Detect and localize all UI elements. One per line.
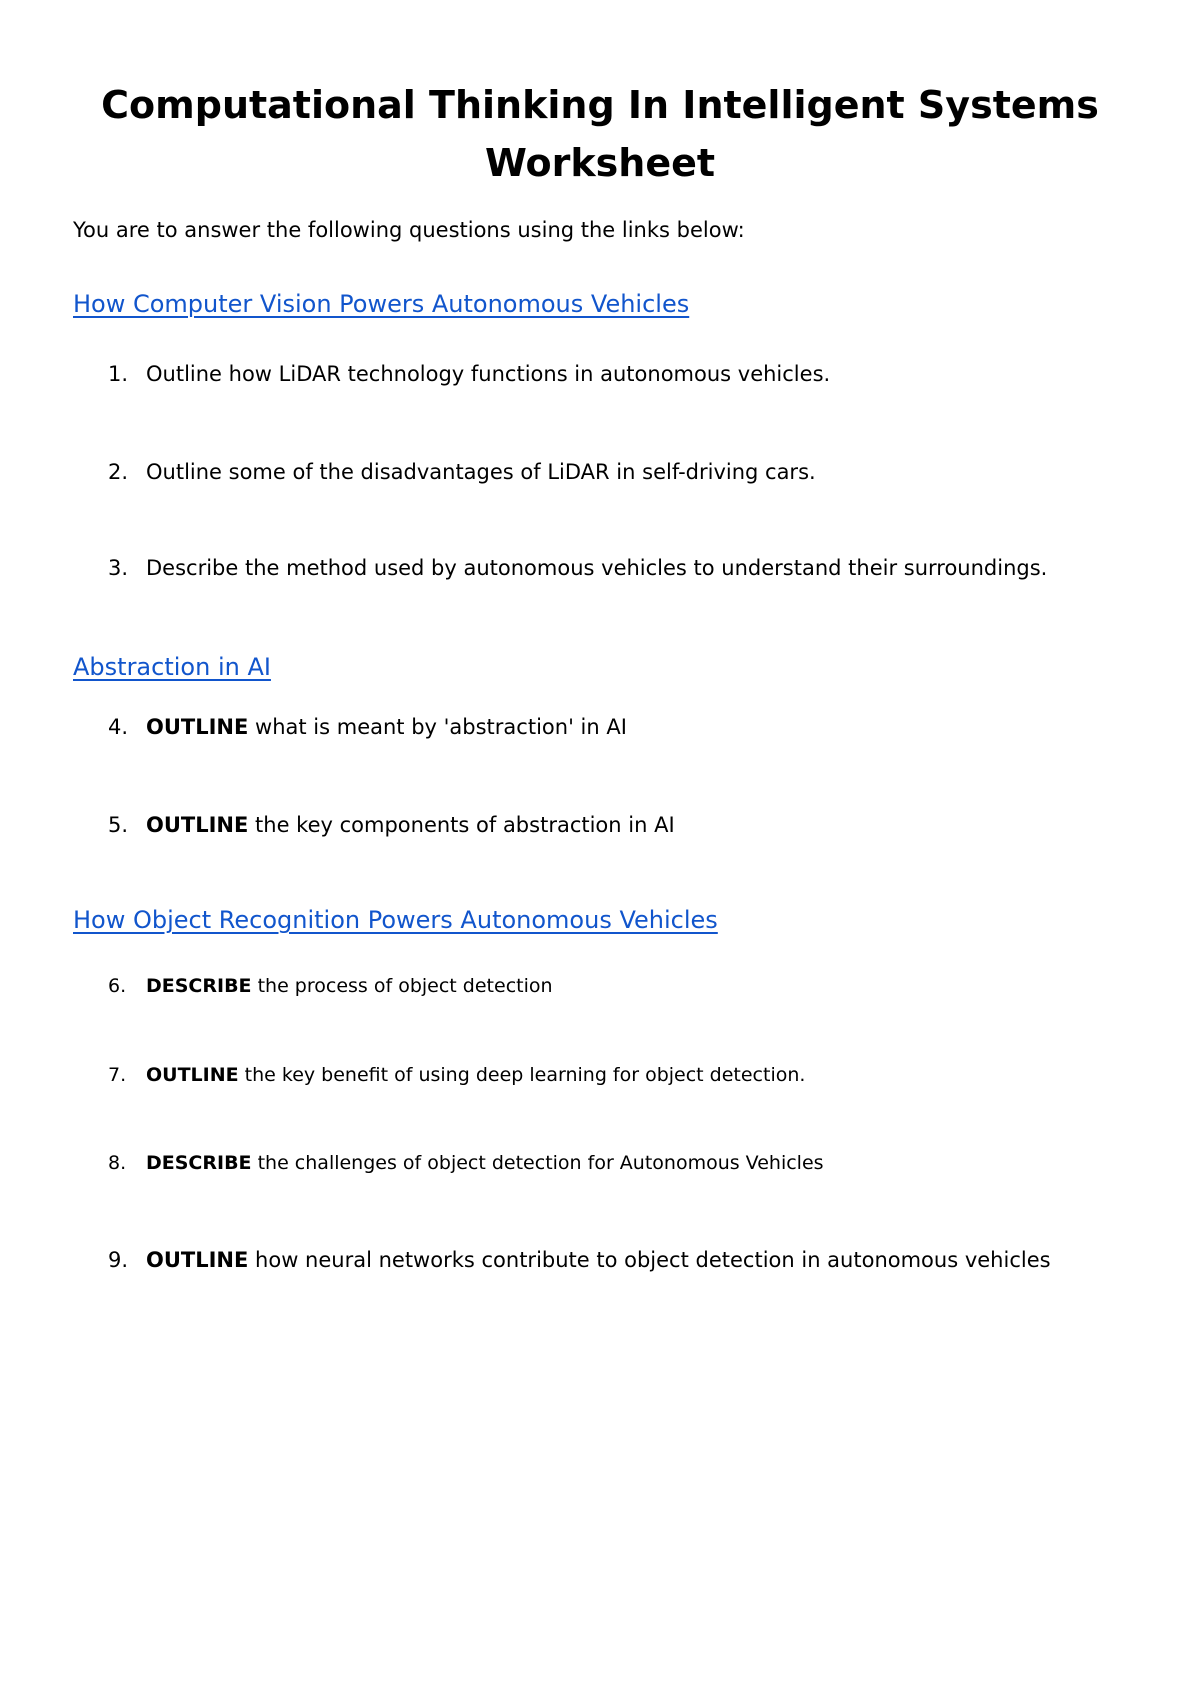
question-number: 4. xyxy=(108,715,129,739)
intro-text: You are to answer the following questions using the links below: xyxy=(73,218,745,242)
question-text: the key components of abstraction in AI xyxy=(248,813,675,837)
question-number: 7. xyxy=(108,1064,127,1086)
link-object-recognition[interactable]: How Object Recognition Powers Autonomous Vehicles xyxy=(73,906,718,934)
section-heading-computer-vision xyxy=(73,290,689,318)
question-text: Outline how LiDAR technology functions in autonomous vehicles. xyxy=(146,362,831,386)
question-text: how neural networks contribute to object detection in autonomous vehicles xyxy=(248,1248,1051,1272)
question-keyword: OUTLINE xyxy=(146,715,249,739)
question-1 xyxy=(108,362,830,386)
question-4 xyxy=(108,715,627,739)
question-text: Describe the method used by autonomous vehicles to understand their surroundings. xyxy=(146,556,1048,580)
question-text: the key benefit of using deep learning for object detection. xyxy=(238,1064,806,1086)
link-abstraction[interactable]: Abstraction in AI xyxy=(73,653,271,681)
question-text: the process of object detection xyxy=(251,975,553,997)
title-line-1: Computational Thinking In Intelligent Systems xyxy=(101,83,1099,127)
question-keyword: DESCRIBE xyxy=(146,1152,252,1174)
question-9 xyxy=(108,1248,1051,1272)
question-text: the challenges of object detection for Autonomous Vehicles xyxy=(251,1152,824,1174)
question-5 xyxy=(108,813,675,837)
question-keyword: OUTLINE xyxy=(146,1248,249,1272)
title-line-2: Worksheet xyxy=(484,141,716,185)
question-keyword: OUTLINE xyxy=(146,1064,239,1086)
section-heading-abstraction xyxy=(73,653,271,681)
question-number: 2. xyxy=(108,460,129,484)
question-8 xyxy=(108,1152,824,1174)
section-heading-object-recognition xyxy=(73,906,718,934)
question-number: 8. xyxy=(108,1152,127,1174)
question-text: what is meant by 'abstraction' in AI xyxy=(248,715,627,739)
question-number: 1. xyxy=(108,362,129,386)
question-number: 6. xyxy=(108,975,127,997)
link-computer-vision[interactable]: How Computer Vision Powers Autonomous Vehicles xyxy=(73,290,690,318)
question-number: 3. xyxy=(108,556,129,580)
page-title xyxy=(60,76,1140,192)
question-keyword: OUTLINE xyxy=(146,813,249,837)
question-2 xyxy=(108,460,816,484)
question-7 xyxy=(108,1064,805,1086)
question-3 xyxy=(108,556,1047,580)
question-text: Outline some of the disadvantages of LiDAR in self-driving cars. xyxy=(146,460,816,484)
question-6 xyxy=(108,975,553,997)
question-number: 5. xyxy=(108,813,129,837)
question-keyword: DESCRIBE xyxy=(146,975,252,997)
question-number: 9. xyxy=(108,1248,129,1272)
